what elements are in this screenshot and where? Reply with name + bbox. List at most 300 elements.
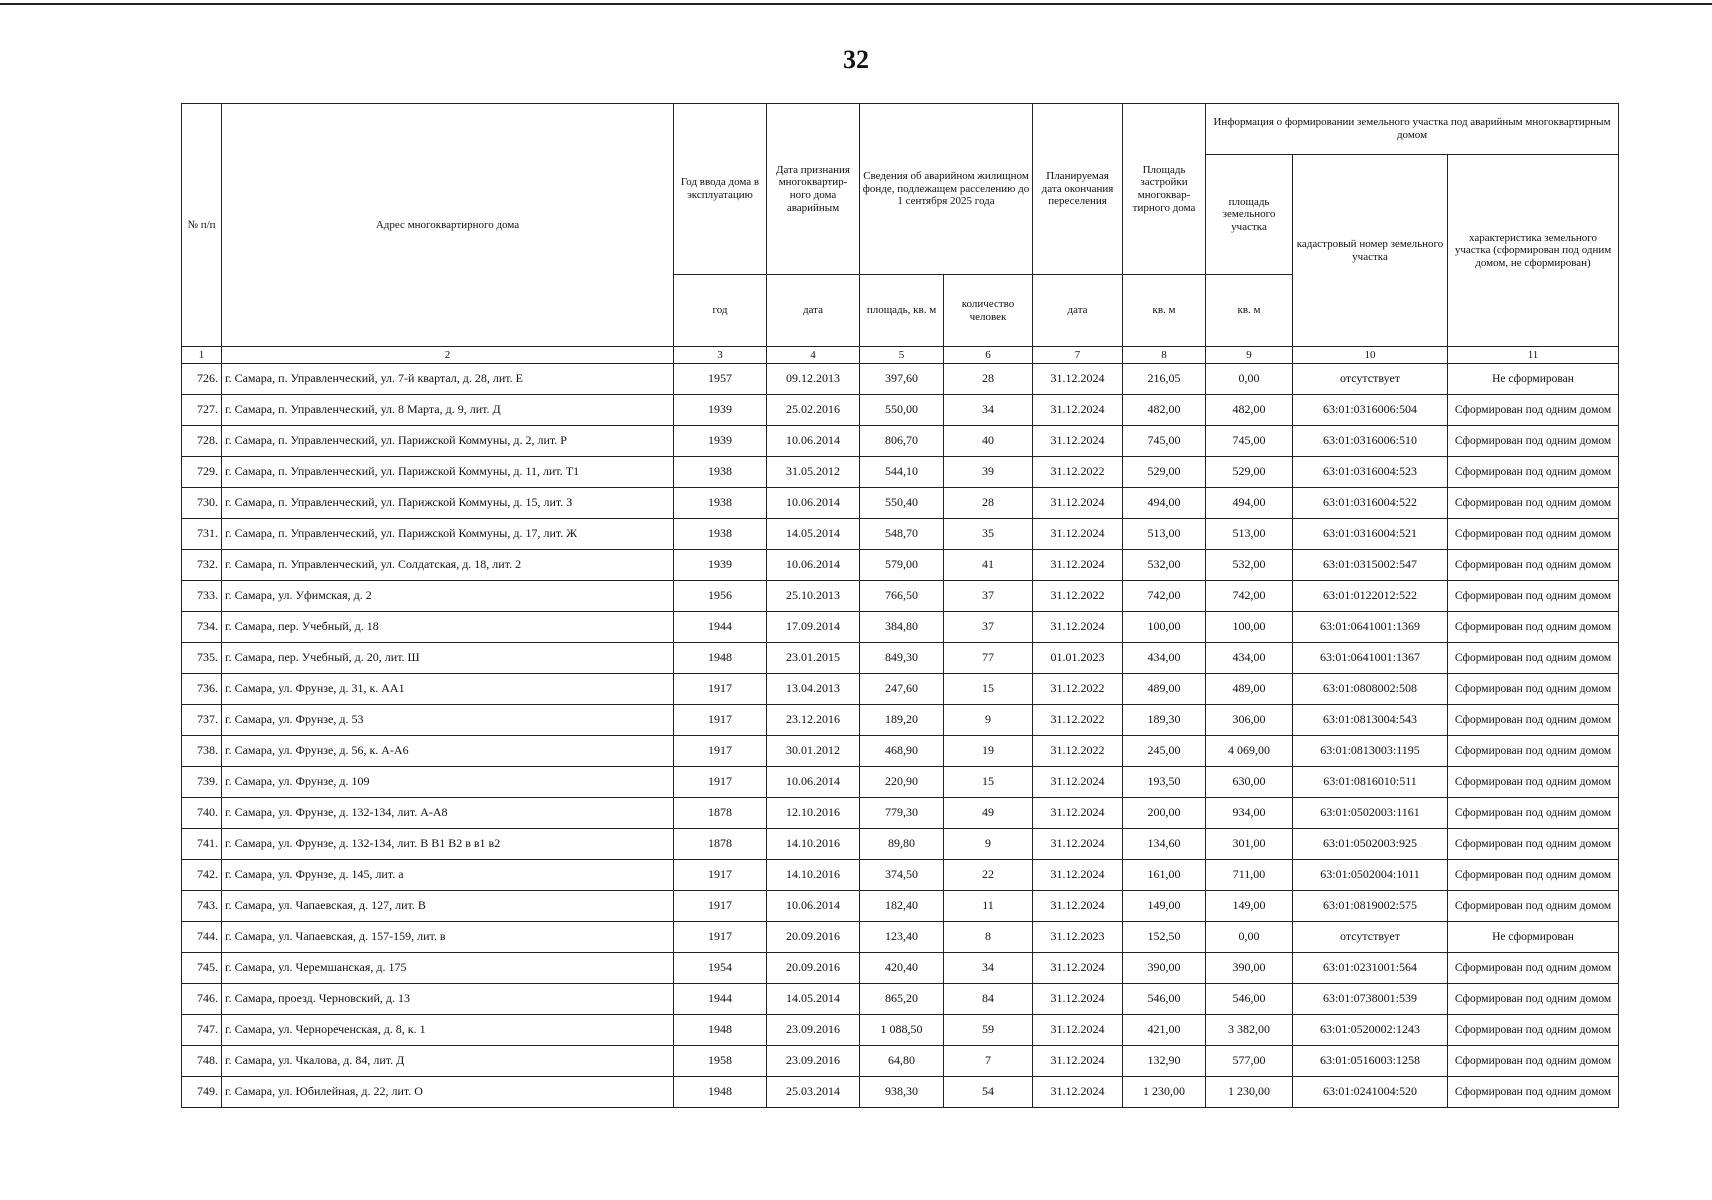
table-row (182, 457, 1619, 488)
land-area-cell: 3 382,00 (1206, 1015, 1293, 1046)
column-number: 3 (674, 347, 767, 364)
area-cell: 849,30 (860, 643, 944, 674)
table-row (182, 581, 1619, 612)
table-row (182, 891, 1619, 922)
table-row (182, 953, 1619, 984)
date-recognized-cell: 10.06.2014 (767, 891, 860, 922)
year-cell: 1917 (674, 891, 767, 922)
building-area-cell: 529,00 (1123, 457, 1206, 488)
cadastral-number-cell: 63:01:0241004:520 (1293, 1077, 1448, 1108)
people-cell: 34 (944, 953, 1033, 984)
cadastral-number-cell: 63:01:0502003:1161 (1293, 798, 1448, 829)
land-characteristic-cell: Сформирован под одним домом (1448, 736, 1619, 767)
cadastral-number-cell: 63:01:0502003:925 (1293, 829, 1448, 860)
area-cell: 550,00 (860, 395, 944, 426)
table-row (182, 1077, 1619, 1108)
building-area-cell: 193,50 (1123, 767, 1206, 798)
planned-date-cell: 31.12.2024 (1033, 984, 1123, 1015)
land-characteristic-cell: Не сформирован (1448, 922, 1619, 953)
people-cell: 9 (944, 705, 1033, 736)
address-cell: г. Самара, п. Управленческий, ул. Солдатская, д. 18, лит. 2 (222, 550, 674, 581)
land-characteristic-cell: Сформирован под одним домом (1448, 798, 1619, 829)
row-number: 733. (182, 581, 222, 612)
area-cell: 544,10 (860, 457, 944, 488)
cadastral-number-cell: 63:01:0502004:1011 (1293, 860, 1448, 891)
page-number: 32 (843, 45, 869, 74)
column-number: 11 (1448, 347, 1619, 364)
land-area-cell: 630,00 (1206, 767, 1293, 798)
date-recognized-cell: 23.09.2016 (767, 1046, 860, 1077)
cadastral-number-cell: 63:01:0816010:511 (1293, 767, 1448, 798)
header-land-area: площадь земельного участка (1206, 155, 1293, 275)
area-cell: 938,30 (860, 1077, 944, 1108)
year-cell: 1917 (674, 674, 767, 705)
land-area-cell: 489,00 (1206, 674, 1293, 705)
row-number: 726. (182, 364, 222, 395)
date-recognized-cell: 17.09.2014 (767, 612, 860, 643)
land-area-cell: 711,00 (1206, 860, 1293, 891)
planned-date-cell: 31.12.2024 (1033, 395, 1123, 426)
address-cell: г. Самара, пер. Учебный, д. 18 (222, 612, 674, 643)
unit-sqm: кв. м (1123, 275, 1206, 347)
row-number: 740. (182, 798, 222, 829)
land-area-cell: 745,00 (1206, 426, 1293, 457)
table-row (182, 860, 1619, 891)
people-cell: 49 (944, 798, 1033, 829)
unit-date: дата (767, 275, 860, 347)
building-area-cell: 189,30 (1123, 705, 1206, 736)
table-row (182, 550, 1619, 581)
cadastral-number-cell: 63:01:0641001:1367 (1293, 643, 1448, 674)
address-cell: г. Самара, ул. Фрунзе, д. 31, к. АА1 (222, 674, 674, 705)
area-cell: 550,40 (860, 488, 944, 519)
address-cell: г. Самара, ул. Чкалова, д. 84, лит. Д (222, 1046, 674, 1077)
building-area-cell: 100,00 (1123, 612, 1206, 643)
year-cell: 1939 (674, 550, 767, 581)
planned-date-cell: 31.12.2024 (1033, 1046, 1123, 1077)
planned-date-cell: 31.12.2024 (1033, 1077, 1123, 1108)
cadastral-number-cell: 63:01:0520002:1243 (1293, 1015, 1448, 1046)
building-area-cell: 149,00 (1123, 891, 1206, 922)
row-number: 737. (182, 705, 222, 736)
year-cell: 1954 (674, 953, 767, 984)
address-cell: г. Самара, ул. Фрунзе, д. 56, к. А-А6 (222, 736, 674, 767)
column-number: 7 (1033, 347, 1123, 364)
table-row (182, 364, 1619, 395)
year-cell: 1944 (674, 984, 767, 1015)
land-characteristic-cell: Сформирован под одним домом (1448, 488, 1619, 519)
address-cell: г. Самара, ул. Юбилейная, д. 22, лит. О (222, 1077, 674, 1108)
planned-date-cell: 31.12.2024 (1033, 798, 1123, 829)
header-address: Адрес многоквартирного дома (222, 104, 674, 347)
row-number: 747. (182, 1015, 222, 1046)
land-characteristic-cell: Сформирован под одним домом (1448, 1015, 1619, 1046)
address-cell: г. Самара, ул. Фрунзе, д. 132-134, лит. В В1 В2 в в1 в2 (222, 829, 674, 860)
land-characteristic-cell: Сформирован под одним домом (1448, 395, 1619, 426)
land-area-cell: 306,00 (1206, 705, 1293, 736)
planned-date-cell: 31.12.2024 (1033, 953, 1123, 984)
cadastral-number-cell: 63:01:0813004:543 (1293, 705, 1448, 736)
cadastral-number-cell: 63:01:0516003:1258 (1293, 1046, 1448, 1077)
planned-date-cell: 31.12.2022 (1033, 736, 1123, 767)
building-area-cell: 132,90 (1123, 1046, 1206, 1077)
planned-date-cell: 31.12.2024 (1033, 767, 1123, 798)
building-area-cell: 745,00 (1123, 426, 1206, 457)
land-characteristic-cell: Сформирован под одним домом (1448, 829, 1619, 860)
land-area-cell: 4 069,00 (1206, 736, 1293, 767)
row-number: 736. (182, 674, 222, 705)
year-cell: 1917 (674, 767, 767, 798)
land-area-cell: 390,00 (1206, 953, 1293, 984)
people-cell: 8 (944, 922, 1033, 953)
header-land-info: Информация о формировании земельного участка под аварийным многоквартирным домом (1206, 104, 1619, 155)
row-number: 732. (182, 550, 222, 581)
land-characteristic-cell: Сформирован под одним домом (1448, 426, 1619, 457)
date-recognized-cell: 10.06.2014 (767, 767, 860, 798)
area-cell: 806,70 (860, 426, 944, 457)
year-cell: 1938 (674, 457, 767, 488)
row-number: 734. (182, 612, 222, 643)
building-area-cell: 1 230,00 (1123, 1077, 1206, 1108)
address-cell: г. Самара, п. Управленческий, ул. Парижской Коммуны, д. 11, лит. Т1 (222, 457, 674, 488)
address-cell: г. Самара, п. Управленческий, ул. 7-й квартал, д. 28, лит. Е (222, 364, 674, 395)
cadastral-number-cell: 63:01:0641001:1369 (1293, 612, 1448, 643)
building-area-cell: 216,05 (1123, 364, 1206, 395)
year-cell: 1878 (674, 798, 767, 829)
date-recognized-cell: 23.01.2015 (767, 643, 860, 674)
header-date-recognized: Дата признания многоквартир-ного дома аварийным (767, 104, 860, 275)
land-area-cell: 546,00 (1206, 984, 1293, 1015)
table-row (182, 519, 1619, 550)
planned-date-cell: 31.12.2022 (1033, 581, 1123, 612)
address-cell: г. Самара, ул. Чапаевская, д. 127, лит. В (222, 891, 674, 922)
table-row (182, 798, 1619, 829)
cadastral-number-cell: 63:01:0231001:564 (1293, 953, 1448, 984)
area-cell: 397,60 (860, 364, 944, 395)
year-cell: 1917 (674, 736, 767, 767)
table-row (182, 984, 1619, 1015)
planned-date-cell: 31.12.2024 (1033, 860, 1123, 891)
row-number: 749. (182, 1077, 222, 1108)
address-cell: г. Самара, ул. Фрунзе, д. 109 (222, 767, 674, 798)
land-characteristic-cell: Сформирован под одним домом (1448, 643, 1619, 674)
area-cell: 1 088,50 (860, 1015, 944, 1046)
date-recognized-cell: 10.06.2014 (767, 488, 860, 519)
table-row (182, 674, 1619, 705)
area-cell: 384,80 (860, 612, 944, 643)
planned-date-cell: 31.12.2024 (1033, 426, 1123, 457)
table-row (182, 395, 1619, 426)
year-cell: 1938 (674, 488, 767, 519)
land-area-cell: 742,00 (1206, 581, 1293, 612)
date-recognized-cell: 25.10.2013 (767, 581, 860, 612)
area-cell: 468,90 (860, 736, 944, 767)
date-recognized-cell: 20.09.2016 (767, 922, 860, 953)
year-cell: 1878 (674, 829, 767, 860)
people-cell: 84 (944, 984, 1033, 1015)
address-cell: г. Самара, п. Управленческий, ул. Парижской Коммуны, д. 17, лит. Ж (222, 519, 674, 550)
land-area-cell: 532,00 (1206, 550, 1293, 581)
row-number: 739. (182, 767, 222, 798)
header-cadastral: кадастровый номер земельного участка (1293, 155, 1448, 347)
row-number: 744. (182, 922, 222, 953)
date-recognized-cell: 09.12.2013 (767, 364, 860, 395)
planned-date-cell: 31.12.2024 (1033, 1015, 1123, 1046)
people-cell: 22 (944, 860, 1033, 891)
land-area-cell: 577,00 (1206, 1046, 1293, 1077)
year-cell: 1948 (674, 1077, 767, 1108)
land-area-cell: 934,00 (1206, 798, 1293, 829)
planned-date-cell: 01.01.2023 (1033, 643, 1123, 674)
area-cell: 420,40 (860, 953, 944, 984)
row-number: 730. (182, 488, 222, 519)
planned-date-cell: 31.12.2024 (1033, 891, 1123, 922)
building-area-cell: 134,60 (1123, 829, 1206, 860)
date-recognized-cell: 10.06.2014 (767, 426, 860, 457)
people-cell: 28 (944, 488, 1033, 519)
column-number: 9 (1206, 347, 1293, 364)
land-characteristic-cell: Сформирован под одним домом (1448, 612, 1619, 643)
area-cell: 89,80 (860, 829, 944, 860)
land-area-cell: 494,00 (1206, 488, 1293, 519)
date-recognized-cell: 23.09.2016 (767, 1015, 860, 1046)
address-cell: г. Самара, пер. Учебный, д. 20, лит. Ш (222, 643, 674, 674)
date-recognized-cell: 10.06.2014 (767, 550, 860, 581)
planned-date-cell: 31.12.2024 (1033, 550, 1123, 581)
row-number: 743. (182, 891, 222, 922)
header-emergency-info: Сведения об аварийном жилищном фонде, подлежащем расселению до 1 сентября 2025 года (860, 104, 1033, 275)
row-number: 748. (182, 1046, 222, 1077)
land-characteristic-cell: Сформирован под одним домом (1448, 1077, 1619, 1108)
year-cell: 1958 (674, 1046, 767, 1077)
people-cell: 34 (944, 395, 1033, 426)
header-land-char: характеристика земельного участка (сформирован под одним домом, не сформирован) (1448, 155, 1619, 347)
area-cell: 374,50 (860, 860, 944, 891)
land-area-cell: 100,00 (1206, 612, 1293, 643)
people-cell: 15 (944, 674, 1033, 705)
building-area-cell: 434,00 (1123, 643, 1206, 674)
people-cell: 40 (944, 426, 1033, 457)
building-area-cell: 161,00 (1123, 860, 1206, 891)
address-cell: г. Самара, ул. Чапаевская, д. 157-159, лит. в (222, 922, 674, 953)
building-area-cell: 390,00 (1123, 953, 1206, 984)
people-cell: 37 (944, 612, 1033, 643)
area-cell: 548,70 (860, 519, 944, 550)
table-body (182, 364, 1619, 1108)
row-number: 728. (182, 426, 222, 457)
area-cell: 189,20 (860, 705, 944, 736)
date-recognized-cell: 20.09.2016 (767, 953, 860, 984)
unit-area: площадь, кв. м (860, 275, 944, 347)
building-area-cell: 742,00 (1123, 581, 1206, 612)
row-number: 729. (182, 457, 222, 488)
land-characteristic-cell: Сформирован под одним домом (1448, 891, 1619, 922)
column-number: 2 (222, 347, 674, 364)
date-recognized-cell: 30.01.2012 (767, 736, 860, 767)
table-row (182, 1046, 1619, 1077)
land-area-cell: 529,00 (1206, 457, 1293, 488)
column-number: 5 (860, 347, 944, 364)
address-cell: г. Самара, ул. Черемшанская, д. 175 (222, 953, 674, 984)
table-row (182, 612, 1619, 643)
unit-people: количество человек (944, 275, 1033, 347)
area-cell: 779,30 (860, 798, 944, 829)
address-cell: г. Самара, п. Управленческий, ул. Парижской Коммуны, д. 15, лит. З (222, 488, 674, 519)
people-cell: 39 (944, 457, 1033, 488)
area-cell: 123,40 (860, 922, 944, 953)
column-number: 8 (1123, 347, 1206, 364)
address-cell: г. Самара, п. Управленческий, ул. Парижской Коммуны, д. 2, лит. Р (222, 426, 674, 457)
land-area-cell: 434,00 (1206, 643, 1293, 674)
date-recognized-cell: 14.05.2014 (767, 984, 860, 1015)
row-number: 727. (182, 395, 222, 426)
building-area-cell: 494,00 (1123, 488, 1206, 519)
date-recognized-cell: 25.02.2016 (767, 395, 860, 426)
cadastral-number-cell: 63:01:0813003:1195 (1293, 736, 1448, 767)
address-cell: г. Самара, ул. Фрунзе, д. 53 (222, 705, 674, 736)
address-cell: г. Самара, ул. Чернореченская, д. 8, к. 1 (222, 1015, 674, 1046)
land-characteristic-cell: Сформирован под одним домом (1448, 519, 1619, 550)
date-recognized-cell: 23.12.2016 (767, 705, 860, 736)
planned-date-cell: 31.12.2024 (1033, 488, 1123, 519)
area-cell: 182,40 (860, 891, 944, 922)
area-cell: 220,90 (860, 767, 944, 798)
table-row (182, 736, 1619, 767)
year-cell: 1917 (674, 922, 767, 953)
cadastral-number-cell: 63:01:0316006:510 (1293, 426, 1448, 457)
unit-sqm2: кв. м (1206, 275, 1293, 347)
column-number: 6 (944, 347, 1033, 364)
date-recognized-cell: 25.03.2014 (767, 1077, 860, 1108)
table-row (182, 1015, 1619, 1046)
cadastral-number-cell: 63:01:0122012:522 (1293, 581, 1448, 612)
land-characteristic-cell: Сформирован под одним домом (1448, 550, 1619, 581)
cadastral-number-cell: 63:01:0315002:547 (1293, 550, 1448, 581)
people-cell: 19 (944, 736, 1033, 767)
address-cell: г. Самара, проезд. Черновский, д. 13 (222, 984, 674, 1015)
building-area-cell: 482,00 (1123, 395, 1206, 426)
date-recognized-cell: 31.05.2012 (767, 457, 860, 488)
column-number: 4 (767, 347, 860, 364)
building-area-cell: 513,00 (1123, 519, 1206, 550)
table-row (182, 922, 1619, 953)
year-cell: 1939 (674, 395, 767, 426)
year-cell: 1957 (674, 364, 767, 395)
planned-date-cell: 31.12.2022 (1033, 674, 1123, 705)
address-cell: г. Самара, ул. Уфимская, д. 2 (222, 581, 674, 612)
date-recognized-cell: 14.05.2014 (767, 519, 860, 550)
people-cell: 77 (944, 643, 1033, 674)
people-cell: 54 (944, 1077, 1033, 1108)
planned-date-cell: 31.12.2023 (1033, 922, 1123, 953)
date-recognized-cell: 12.10.2016 (767, 798, 860, 829)
header-planned-date: Планируемая дата окончания переселения (1033, 104, 1123, 275)
address-cell: г. Самара, ул. Фрунзе, д. 132-134, лит. А-А8 (222, 798, 674, 829)
column-number: 1 (182, 347, 222, 364)
people-cell: 41 (944, 550, 1033, 581)
row-number: 741. (182, 829, 222, 860)
row-number: 742. (182, 860, 222, 891)
table-row (182, 488, 1619, 519)
unit-date2: дата (1033, 275, 1123, 347)
table-row (182, 705, 1619, 736)
land-area-cell: 149,00 (1206, 891, 1293, 922)
area-cell: 766,50 (860, 581, 944, 612)
table-row (182, 643, 1619, 674)
land-characteristic-cell: Сформирован под одним домом (1448, 581, 1619, 612)
people-cell: 28 (944, 364, 1033, 395)
header-building-area: Площадь застройки многоквар-тирного дома (1123, 104, 1206, 275)
land-characteristic-cell: Не сформирован (1448, 364, 1619, 395)
land-area-cell: 482,00 (1206, 395, 1293, 426)
building-area-cell: 421,00 (1123, 1015, 1206, 1046)
planned-date-cell: 31.12.2024 (1033, 612, 1123, 643)
people-cell: 37 (944, 581, 1033, 612)
row-number: 738. (182, 736, 222, 767)
planned-date-cell: 31.12.2024 (1033, 364, 1123, 395)
land-characteristic-cell: Сформирован под одним домом (1448, 705, 1619, 736)
land-area-cell: 0,00 (1206, 922, 1293, 953)
year-cell: 1938 (674, 519, 767, 550)
row-number: 735. (182, 643, 222, 674)
area-cell: 64,80 (860, 1046, 944, 1077)
cadastral-number-cell: 63:01:0819002:575 (1293, 891, 1448, 922)
people-cell: 35 (944, 519, 1033, 550)
planned-date-cell: 31.12.2024 (1033, 519, 1123, 550)
building-area-cell: 532,00 (1123, 550, 1206, 581)
people-cell: 9 (944, 829, 1033, 860)
cadastral-number-cell: 63:01:0316004:523 (1293, 457, 1448, 488)
land-characteristic-cell: Сформирован под одним домом (1448, 674, 1619, 705)
planned-date-cell: 31.12.2022 (1033, 457, 1123, 488)
land-area-cell: 301,00 (1206, 829, 1293, 860)
row-number: 731. (182, 519, 222, 550)
date-recognized-cell: 14.10.2016 (767, 829, 860, 860)
people-cell: 15 (944, 767, 1033, 798)
year-cell: 1956 (674, 581, 767, 612)
year-cell: 1917 (674, 705, 767, 736)
land-characteristic-cell: Сформирован под одним домом (1448, 1046, 1619, 1077)
land-characteristic-cell: Сформирован под одним домом (1448, 953, 1619, 984)
land-area-cell: 513,00 (1206, 519, 1293, 550)
building-area-cell: 245,00 (1123, 736, 1206, 767)
row-number: 745. (182, 953, 222, 984)
column-number: 10 (1293, 347, 1448, 364)
table-row (182, 829, 1619, 860)
area-cell: 865,20 (860, 984, 944, 1015)
building-area-cell: 152,50 (1123, 922, 1206, 953)
cadastral-number-cell: 63:01:0316004:521 (1293, 519, 1448, 550)
column-number-row (182, 347, 1619, 364)
emergency-housing-table (181, 103, 1619, 1108)
area-cell: 247,60 (860, 674, 944, 705)
header-num: № п/п (182, 104, 222, 347)
row-number: 746. (182, 984, 222, 1015)
land-characteristic-cell: Сформирован под одним домом (1448, 860, 1619, 891)
land-characteristic-cell: Сформирован под одним домом (1448, 984, 1619, 1015)
cadastral-number-cell: 63:01:0808002:508 (1293, 674, 1448, 705)
year-cell: 1917 (674, 860, 767, 891)
building-area-cell: 200,00 (1123, 798, 1206, 829)
people-cell: 7 (944, 1046, 1033, 1077)
year-cell: 1939 (674, 426, 767, 457)
date-recognized-cell: 13.04.2013 (767, 674, 860, 705)
cadastral-number-cell: отсутствует (1293, 364, 1448, 395)
planned-date-cell: 31.12.2022 (1033, 705, 1123, 736)
cadastral-number-cell: 63:01:0316006:504 (1293, 395, 1448, 426)
area-cell: 579,00 (860, 550, 944, 581)
cadastral-number-cell: 63:01:0738001:539 (1293, 984, 1448, 1015)
